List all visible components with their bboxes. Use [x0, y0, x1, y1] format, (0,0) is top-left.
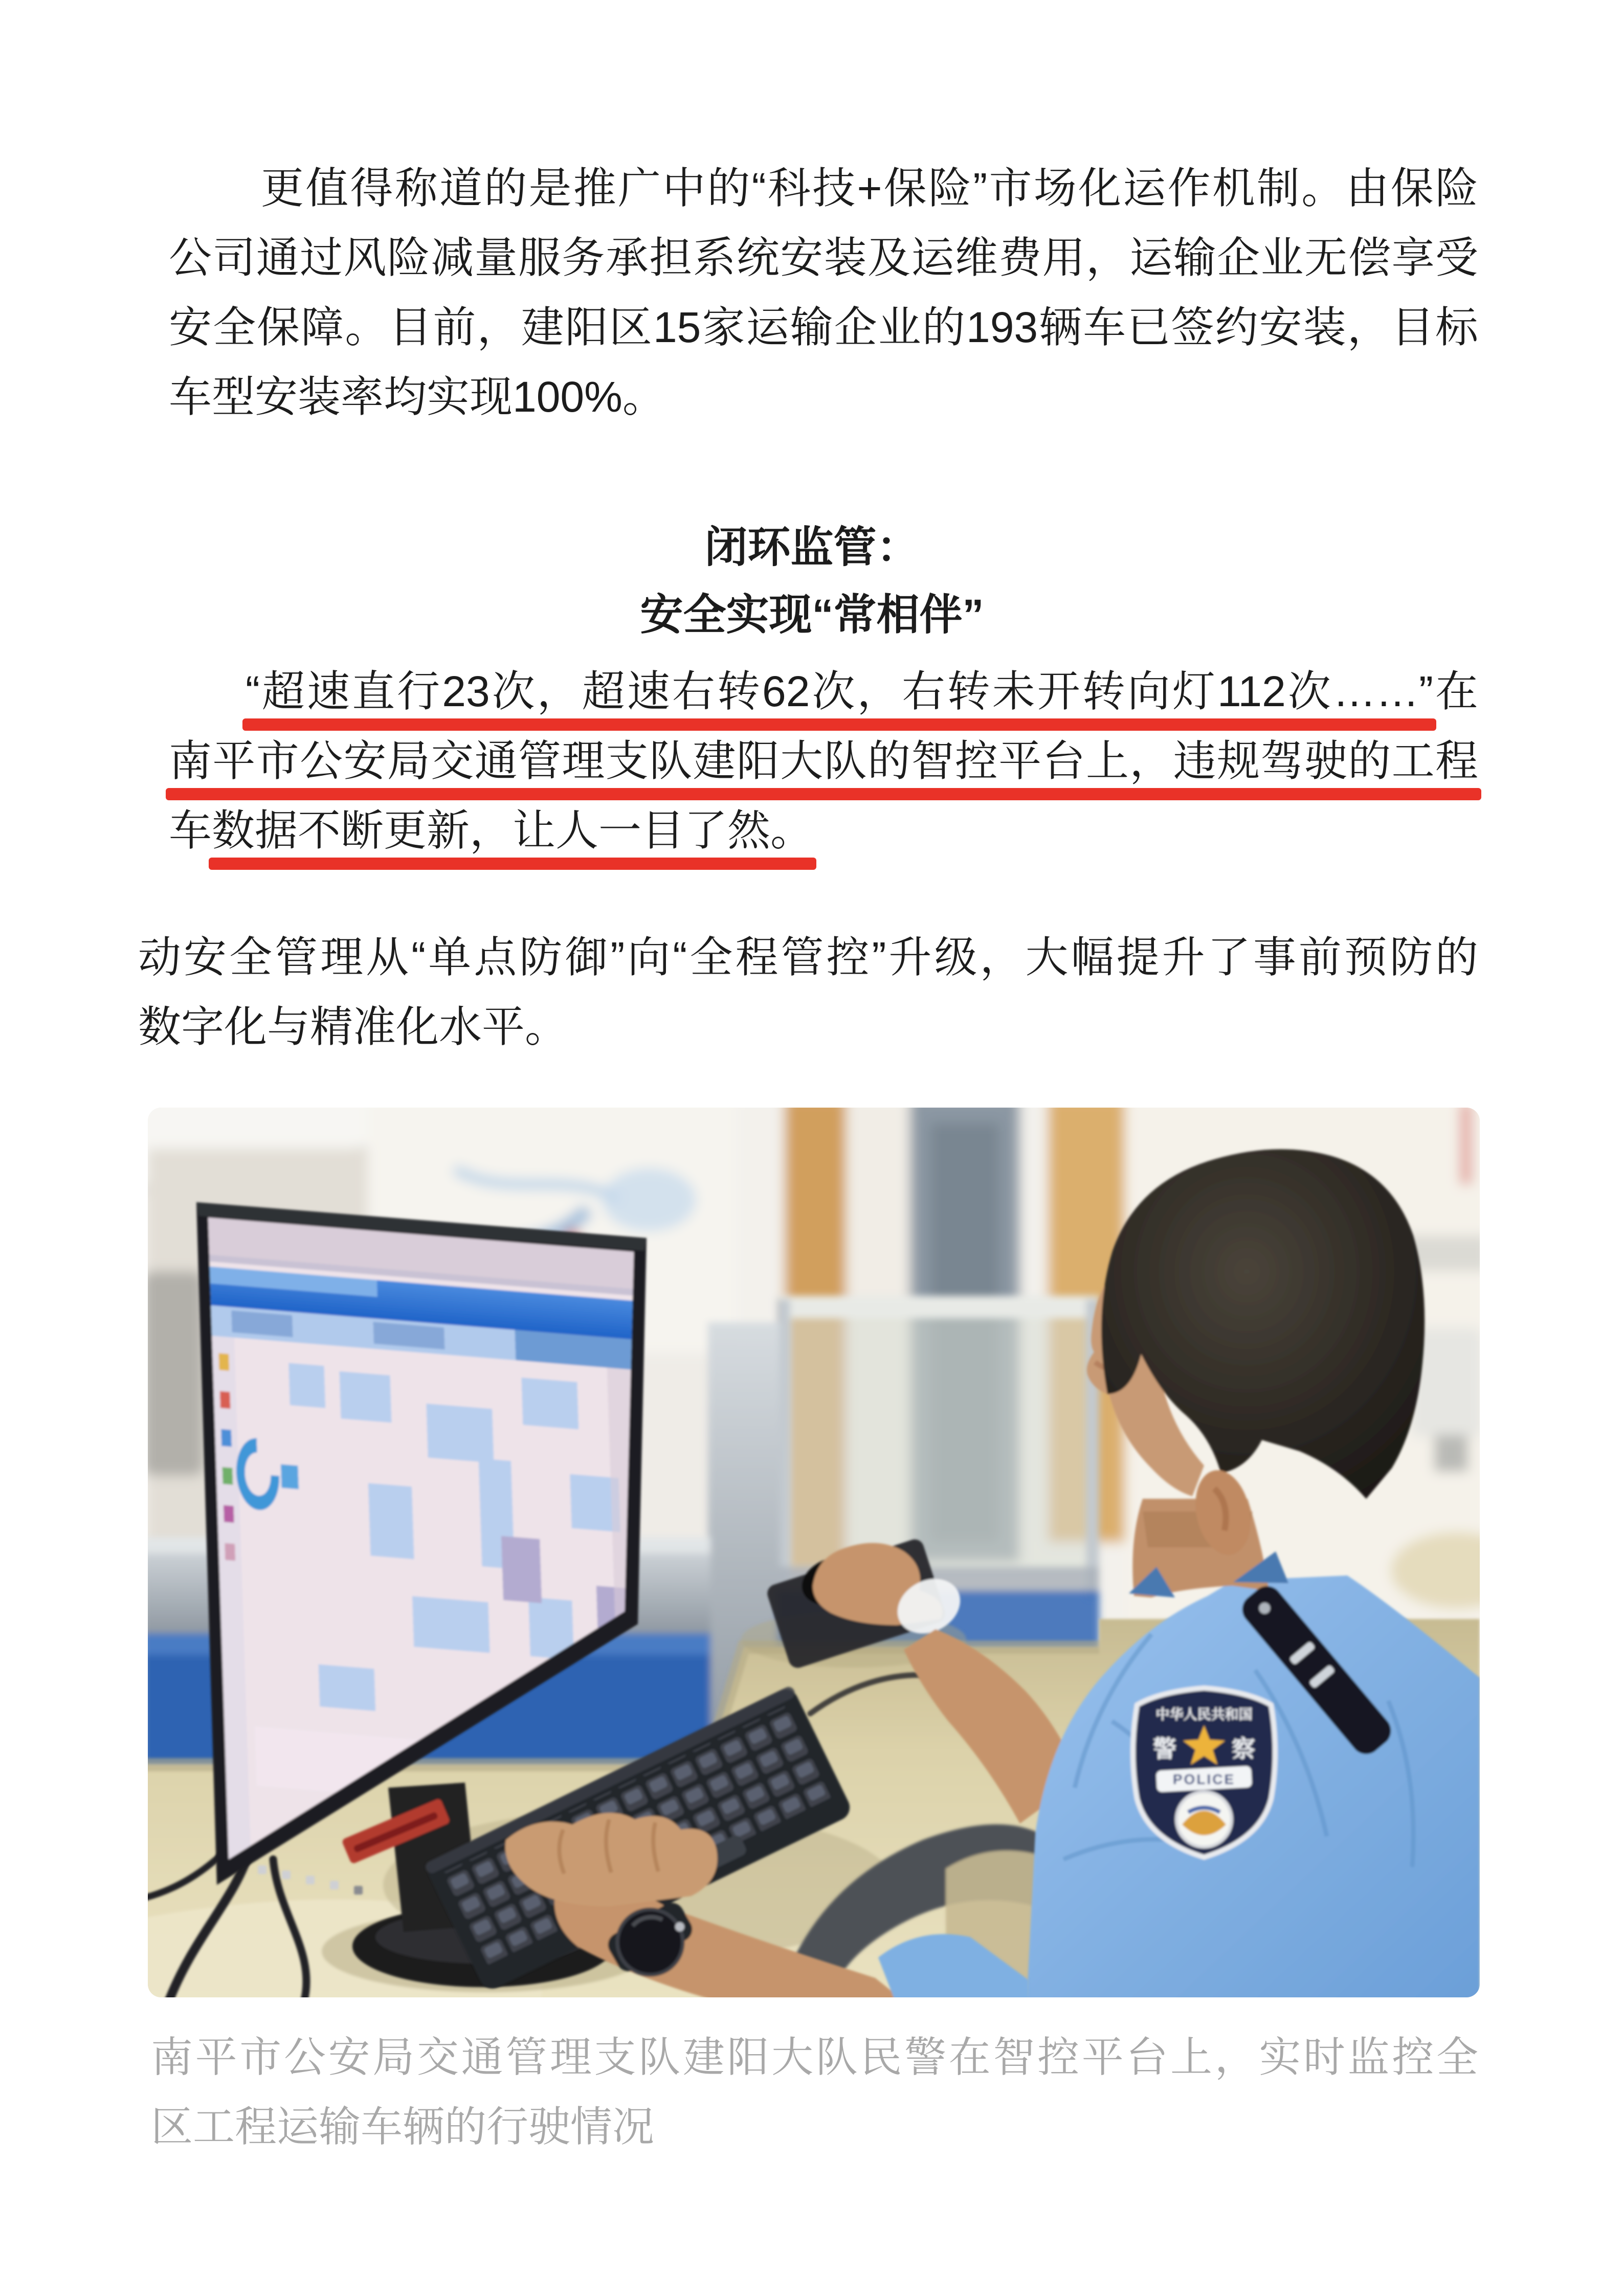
section-heading-line-2: 安全实现“常相伴” — [640, 591, 984, 639]
paragraph-2-line-1 — [169, 657, 1478, 726]
paragraph-1-line-4: 车型安装率均实现100%。 — [169, 373, 665, 421]
news-photo — [148, 1108, 1480, 1997]
paragraph-1-line-2: 公司通过风险减量服务承担系统安装及运维费用，运输企业无偿享受 — [169, 234, 1478, 282]
paragraph-1-line-1: 更值得称道的是推广中的“科技+保险”市场化运作机制。由保险 — [261, 164, 1478, 212]
paragraph-2-line-3 — [169, 796, 1478, 865]
police-officer-monitoring-photo — [148, 1108, 1480, 1997]
paragraph-3 — [138, 922, 1478, 1062]
highlighted-quote: “超速直行23次，超速右转62次，右转未开转向灯112次……” — [246, 667, 1433, 715]
badge-country-text: 中华人民共和国 — [1155, 1707, 1253, 1722]
photo-caption-line-1: 南平市公安局交通管理支队建阳大队民警在智控平台上，实时监控全 — [151, 2034, 1478, 2081]
highlighted-text-line-2: 南平市公安局交通管理支队建阳大队的智控平台上，违规驾驶的工程 — [169, 737, 1478, 785]
paragraph-2-line-1-rest: 在 — [1433, 667, 1478, 715]
paragraph-1 — [169, 153, 1478, 432]
paragraph-3-line-2: 数字化与精准化水平。 — [138, 1003, 568, 1051]
police-badge — [1133, 1688, 1275, 1857]
highlighted-text-line-3: 数据不断更新，让人一目了然。 — [212, 806, 814, 854]
section-heading-line-1: 闭环监管： — [704, 523, 920, 571]
paragraph-3-line-1: 动安全管理从“单点防御”向“全程管控”升级，大幅提升了事前预防的 — [138, 933, 1478, 981]
badge-police-text: POLICE — [1172, 1771, 1236, 1787]
paragraph-2 — [169, 657, 1478, 865]
photo-caption — [151, 2023, 1478, 2162]
badge-jing-char: 警 — [1153, 1736, 1176, 1762]
paragraph-1-line-3: 安全保障。目前，建阳区15家运输企业的193辆车已签约安装，目标 — [169, 303, 1478, 351]
section-heading — [0, 513, 1624, 648]
photo-caption-line-2: 区工程运输车辆的行驶情况 — [151, 2104, 655, 2150]
badge-cha-char: 察 — [1232, 1736, 1255, 1762]
partition-glass-panel — [777, 1296, 1099, 1599]
paragraph-2-line-3-pre: 车 — [169, 806, 212, 854]
paragraph-2-line-2 — [169, 726, 1478, 796]
